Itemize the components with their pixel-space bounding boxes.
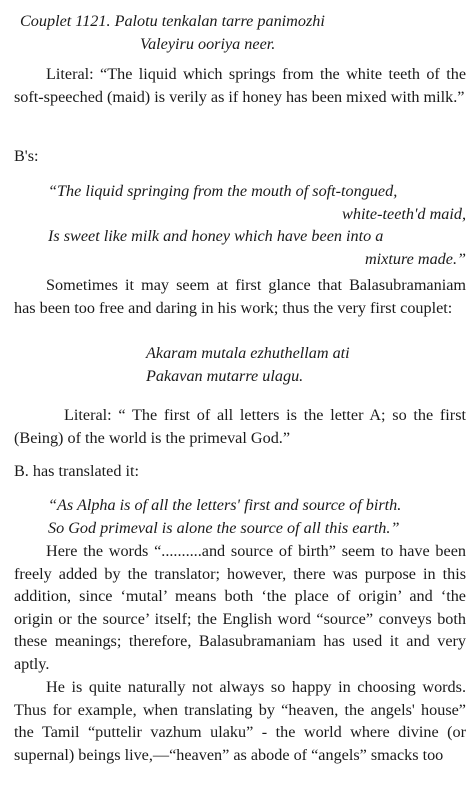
bs-verse-line-1: “The liquid springing from the mouth of soft-tongued, (48, 182, 398, 200)
sometimes-paragraph: Sometimes it may seem at first glance that Balasubramaniam has been too free and daring in his work; thus the very first couplet: (14, 276, 466, 317)
b-translated-label: B. has translated it: (14, 462, 139, 480)
couplet-line-1: Palotu tenkalan tarre panimozhi (114, 12, 325, 30)
literal-paragraph-2: Literal: “ The first of all letters is the letter A; so the first (Being) of the world is the primeval God.” (14, 406, 466, 447)
alpha-verse-line-1: “As Alpha is of all the letters' first and source of birth. (48, 496, 402, 514)
literal-paragraph-1: Literal: “The liquid which springs from the white teeth of the soft-speeched (maid) is verily as if honey has been mixed with milk.” (14, 65, 466, 106)
he-paragraph: He is quite naturally not always so happy in choosing words. Thus for example, when translating by “heaven, the angels' house” the Tamil “puttelir vazhum ulaku” - the world where divine (or supernal) beings live,—“heaven” as abode of “angels” smacks too (14, 678, 466, 764)
bs-verse-line-3: Is sweet like milk and honey which have been into a (48, 227, 384, 246)
couplet-line-2: Valeyiru ooriya neer. (140, 34, 276, 53)
bs-verse-line-2: white-teeth'd maid, (342, 204, 466, 223)
bs-verse (14, 180, 466, 270)
couplet-label: Couplet 1121. (20, 12, 111, 30)
couplet-1121-header (20, 10, 460, 55)
couplet-akaram-line-1: Akaram mutala ezhuthellam ati (146, 344, 350, 362)
alpha-verse (14, 494, 466, 539)
here-paragraph: Here the words “..........and source of birth” seem to have been freely added by the translator; however, there was purpose in this addition, since ‘mutal’ means both ‘the place of origin’ and ‘the origin or the source’ itself; the English word “source” conveys both these meanings; therefore, Balasubramaniam has used it and very aptly. (14, 542, 466, 673)
bs-label: B's: (14, 147, 39, 165)
couplet-akaram-line-2: Pakavan mutarre ulagu. (146, 366, 304, 385)
couplet-akaram (14, 342, 466, 387)
alpha-verse-line-2: So God primeval is alone the source of all this earth.” (48, 518, 400, 537)
bs-verse-line-4: mixture made.” (364, 249, 466, 268)
